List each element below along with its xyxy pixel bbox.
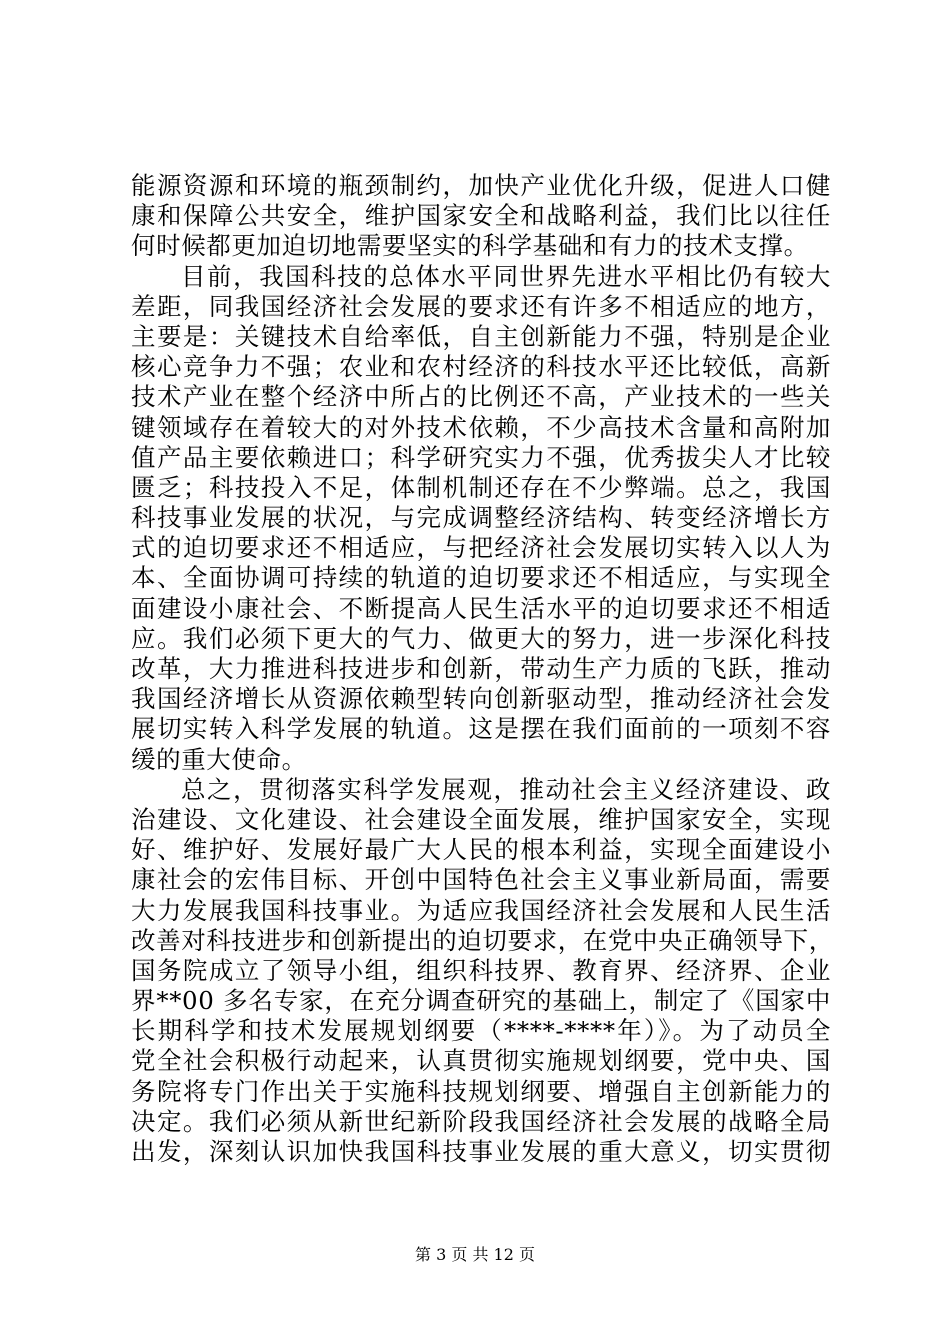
paragraph-line: 我国经济增长从资源依赖型转向创新驱动型，推动经济社会发 [131,684,831,714]
paragraph-line: 好、维护好、发展好最广大人民的根本利益，实现全面建设小 [131,835,831,865]
paragraph-line: 差距，同我国经济社会发展的要求还有许多不相适应的地方， [131,291,831,321]
page-footer: 第 3 页 共 12 页 [415,1245,535,1264]
paragraph-line: 核心竞争力不强；农业和农村经济的科技水平还比较低，高新 [131,352,831,382]
paragraph-line: 技术产业在整个经济中所占的比例还不高，产业技术的一些关 [131,382,831,412]
paragraph-line: 匮乏；科技投入不足，体制机制还存在不少弊端。总之，我国 [131,472,831,502]
paragraph-line: 键领域存在着较大的对外技术依赖，不少高技术含量和高附加 [131,412,831,442]
paragraph-line: 能源资源和环境的瓶颈制约，加快产业优化升级，促进人口健 [131,171,831,200]
paragraph-line: 国务院成立了领导小组，组织科技界、教育界、经济界、企业 [131,955,831,985]
paragraph-line: 改善对科技进步和创新提出的迫切要求，在党中央正确领导下， [131,925,834,955]
paragraph-line: 治建设、文化建设、社会建设全面发展，维护国家安全，实现 [131,804,831,834]
paragraph-line: 改革，大力推进科技进步和创新，带动生产力质的飞跃，推动 [131,654,831,683]
paragraph-line: 主要是：关键技术自给率低，自主创新能力不强，特别是企业 [131,321,831,351]
paragraph-line: 出发，深刻认识加快我国科技事业发展的重大意义，切实贯彻 [131,1137,831,1166]
paragraph-line: 康和保障公共安全，维护国家安全和战略利益，我们比以往任 [131,201,831,231]
paragraph-line: 目前，我国科技的总体水平同世界先进水平相比仍有较大 [181,261,831,291]
paragraph-line: 康社会的宏伟目标、开创中国特色社会主义事业新局面，需要 [131,865,831,895]
paragraph-line: 展切实转入科学发展的轨道。这是摆在我们面前的一项刻不容 [131,714,831,744]
paragraph-line: 值产品主要依赖进口；科学研究实力不强，优秀拔尖人才比较 [131,442,831,472]
body-text [131,171,834,1167]
paragraph-line: 界**00 多名专家，在充分调查研究的基础上，制定了《国家中 [131,986,831,1016]
paragraph-line: 应。我们必须下更大的气力、做更大的努力，进一步深化科技 [131,623,831,653]
paragraph-line: 务院将专门作出关于实施科技规划纲要、增强自主创新能力的 [131,1076,831,1106]
paragraph-line: 面建设小康社会、不断提高人民生活水平的迫切要求还不相适 [131,593,831,623]
paragraph-line: 决定。我们必须从新世纪新阶段我国经济社会发展的战略全局 [131,1106,831,1136]
paragraph-line: 何时候都更加迫切地需要坚实的科学基础和有力的技术支撑。 [131,231,809,261]
paragraph-line: 长期科学和技术发展规划纲要（****-****年）》。为了动员全 [131,1016,831,1046]
paragraph-line: 党全社会积极行动起来，认真贯彻实施规划纲要，党中央、国 [131,1046,831,1076]
paragraph-line: 本、全面协调可持续的轨道的迫切要求还不相适应，与实现全 [131,563,831,593]
paragraph-line: 大力发展我国科技事业。为适应我国经济社会发展和人民生活 [131,895,831,925]
paragraph-line: 式的迫切要求还不相适应，与把经济社会发展切实转入以人为 [131,533,831,563]
paragraph-line: 缓的重大使命。 [131,744,307,774]
paragraph-line: 总之，贯彻落实科学发展观，推动社会主义经济建设、政 [181,774,831,804]
paragraph-line: 科技事业发展的状况，与完成调整经济结构、转变经济增长方 [131,503,831,533]
